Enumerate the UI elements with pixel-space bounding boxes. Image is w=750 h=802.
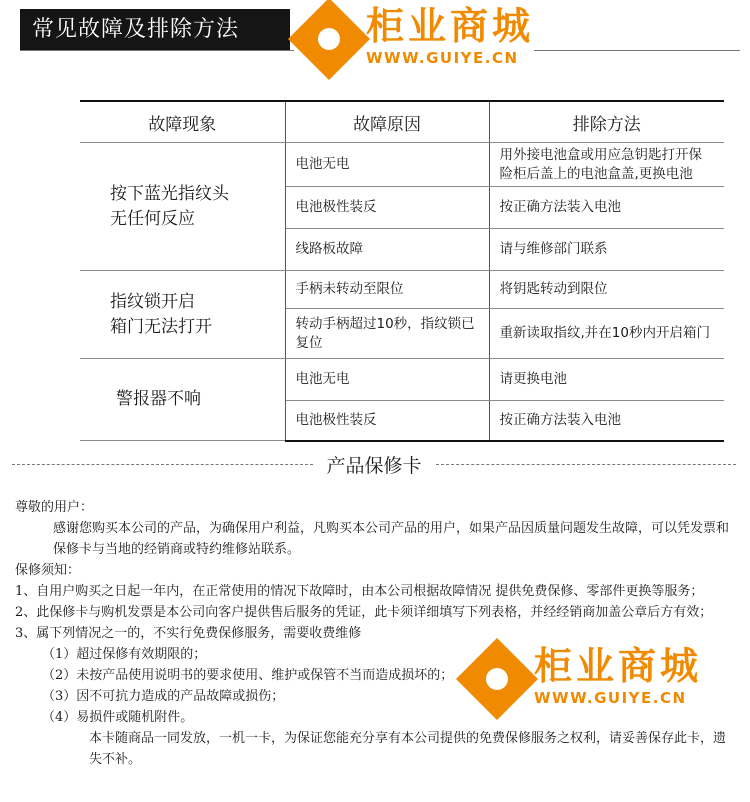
greeting: 尊敬的用户： (15, 500, 94, 515)
fix-cell: 将钥匙转动到限位 (489, 271, 724, 309)
closing-paragraph: 本卡随商品一同发放，一机一卡，为保证您能充分享有本公司提供的免费保修服务之权利，请妥善保存此卡，遗失不补。 (89, 731, 727, 767)
brand-logo-bottom (462, 644, 702, 708)
cause-cell: 电池极性装反 (285, 401, 489, 441)
fault-table (80, 100, 724, 442)
fix-cell: 请与维修部门联系 (489, 229, 724, 271)
symptom-line: 警报器不响 (116, 389, 201, 409)
cause-cell: 电池无电 (285, 359, 489, 401)
notice-item-1: 1、自用户购买之日起一年内，在正常使用的情况下故障时，由本公司根据故障情况 提供免费保修、零部件更换等服务； (15, 584, 704, 599)
table-header-row (80, 101, 724, 143)
cause-cell: 电池极性装反 (285, 187, 489, 229)
cause-cell: 电池无电 (285, 143, 489, 187)
sub-item-1: （1）超过保修有效期限的； (42, 647, 207, 662)
divider-left (12, 464, 313, 465)
symptom-cell (80, 359, 285, 441)
brand-name: 柜业商城 (366, 4, 535, 48)
symptom-cell (80, 271, 285, 359)
fix-cell: 用外接电池盒或用应急钥匙打开保险柜后盖上的电池盒盖,更换电池 (489, 143, 724, 187)
table-row (80, 359, 724, 401)
sub-item-3: （3）因不可抗力造成的产品故障或损伤； (42, 689, 285, 704)
column-header-cause: 故障原因 (285, 101, 489, 143)
warranty-card (15, 497, 735, 770)
section-header: 常见故障及排除方法 (20, 9, 290, 51)
fix-cell: 请更换电池 (489, 359, 724, 401)
table-row (80, 143, 724, 187)
notice-item-2: 2、此保修卡与购机发票是本公司向客户提供售后服务的凭证，此卡须详细填写下列表格，并经经销商加盖公章后方有效； (15, 605, 713, 620)
brand-name: 柜业商城 (534, 644, 703, 688)
sub-item-2: （2）未按产品使用说明书的要求使用、维护或保管不当而造成损坏的； (42, 668, 454, 683)
brand-logo-icon (456, 638, 538, 720)
cause-cell: 线路板故障 (285, 229, 489, 271)
fix-cell: 按正确方法装入电池 (489, 401, 724, 441)
cause-cell: 手柄未转动至限位 (285, 271, 489, 309)
fix-cell: 按正确方法装入电池 (489, 187, 724, 229)
column-header-symptom: 故障现象 (80, 101, 285, 143)
symptom-cell (80, 143, 285, 271)
column-header-fix: 排除方法 (489, 101, 724, 143)
symptom-line: 按下蓝光指纹头 (110, 183, 229, 204)
intro-paragraph: 感谢您购买本公司的产品，为确保用户利益，凡购买本公司产品的用户，如果产品因质量问题发生故障，可以凭发票和保修卡与当地的经销商或特约维修站联系。 (53, 521, 730, 557)
sub-item-4: （4）易损件或随机附件。 (42, 710, 194, 725)
warranty-title-bar (0, 452, 750, 476)
divider-right (436, 464, 737, 465)
warranty-title: 产品保修卡 (326, 454, 422, 477)
notice-title: 保修须知： (15, 563, 81, 578)
brand-url: WWW.GUIYE.CN (534, 689, 687, 707)
symptom-line: 无任何反应 (110, 208, 195, 229)
symptom-line: 箱门无法打开 (110, 316, 212, 337)
brand-url: WWW.GUIYE.CN (366, 49, 519, 67)
fix-cell: 重新读取指纹,并在10秒内开启箱门 (489, 309, 724, 359)
notice-item-3: 3、属下列情况之一的，不实行免费保修服务，需要收费维修 (15, 626, 362, 641)
symptom-line: 指纹锁开启 (110, 291, 195, 312)
brand-logo-top (294, 4, 534, 68)
brand-logo-icon (288, 0, 370, 80)
cause-cell: 转动手柄超过10秒，指纹锁已复位 (285, 309, 489, 359)
table-row (80, 271, 724, 309)
